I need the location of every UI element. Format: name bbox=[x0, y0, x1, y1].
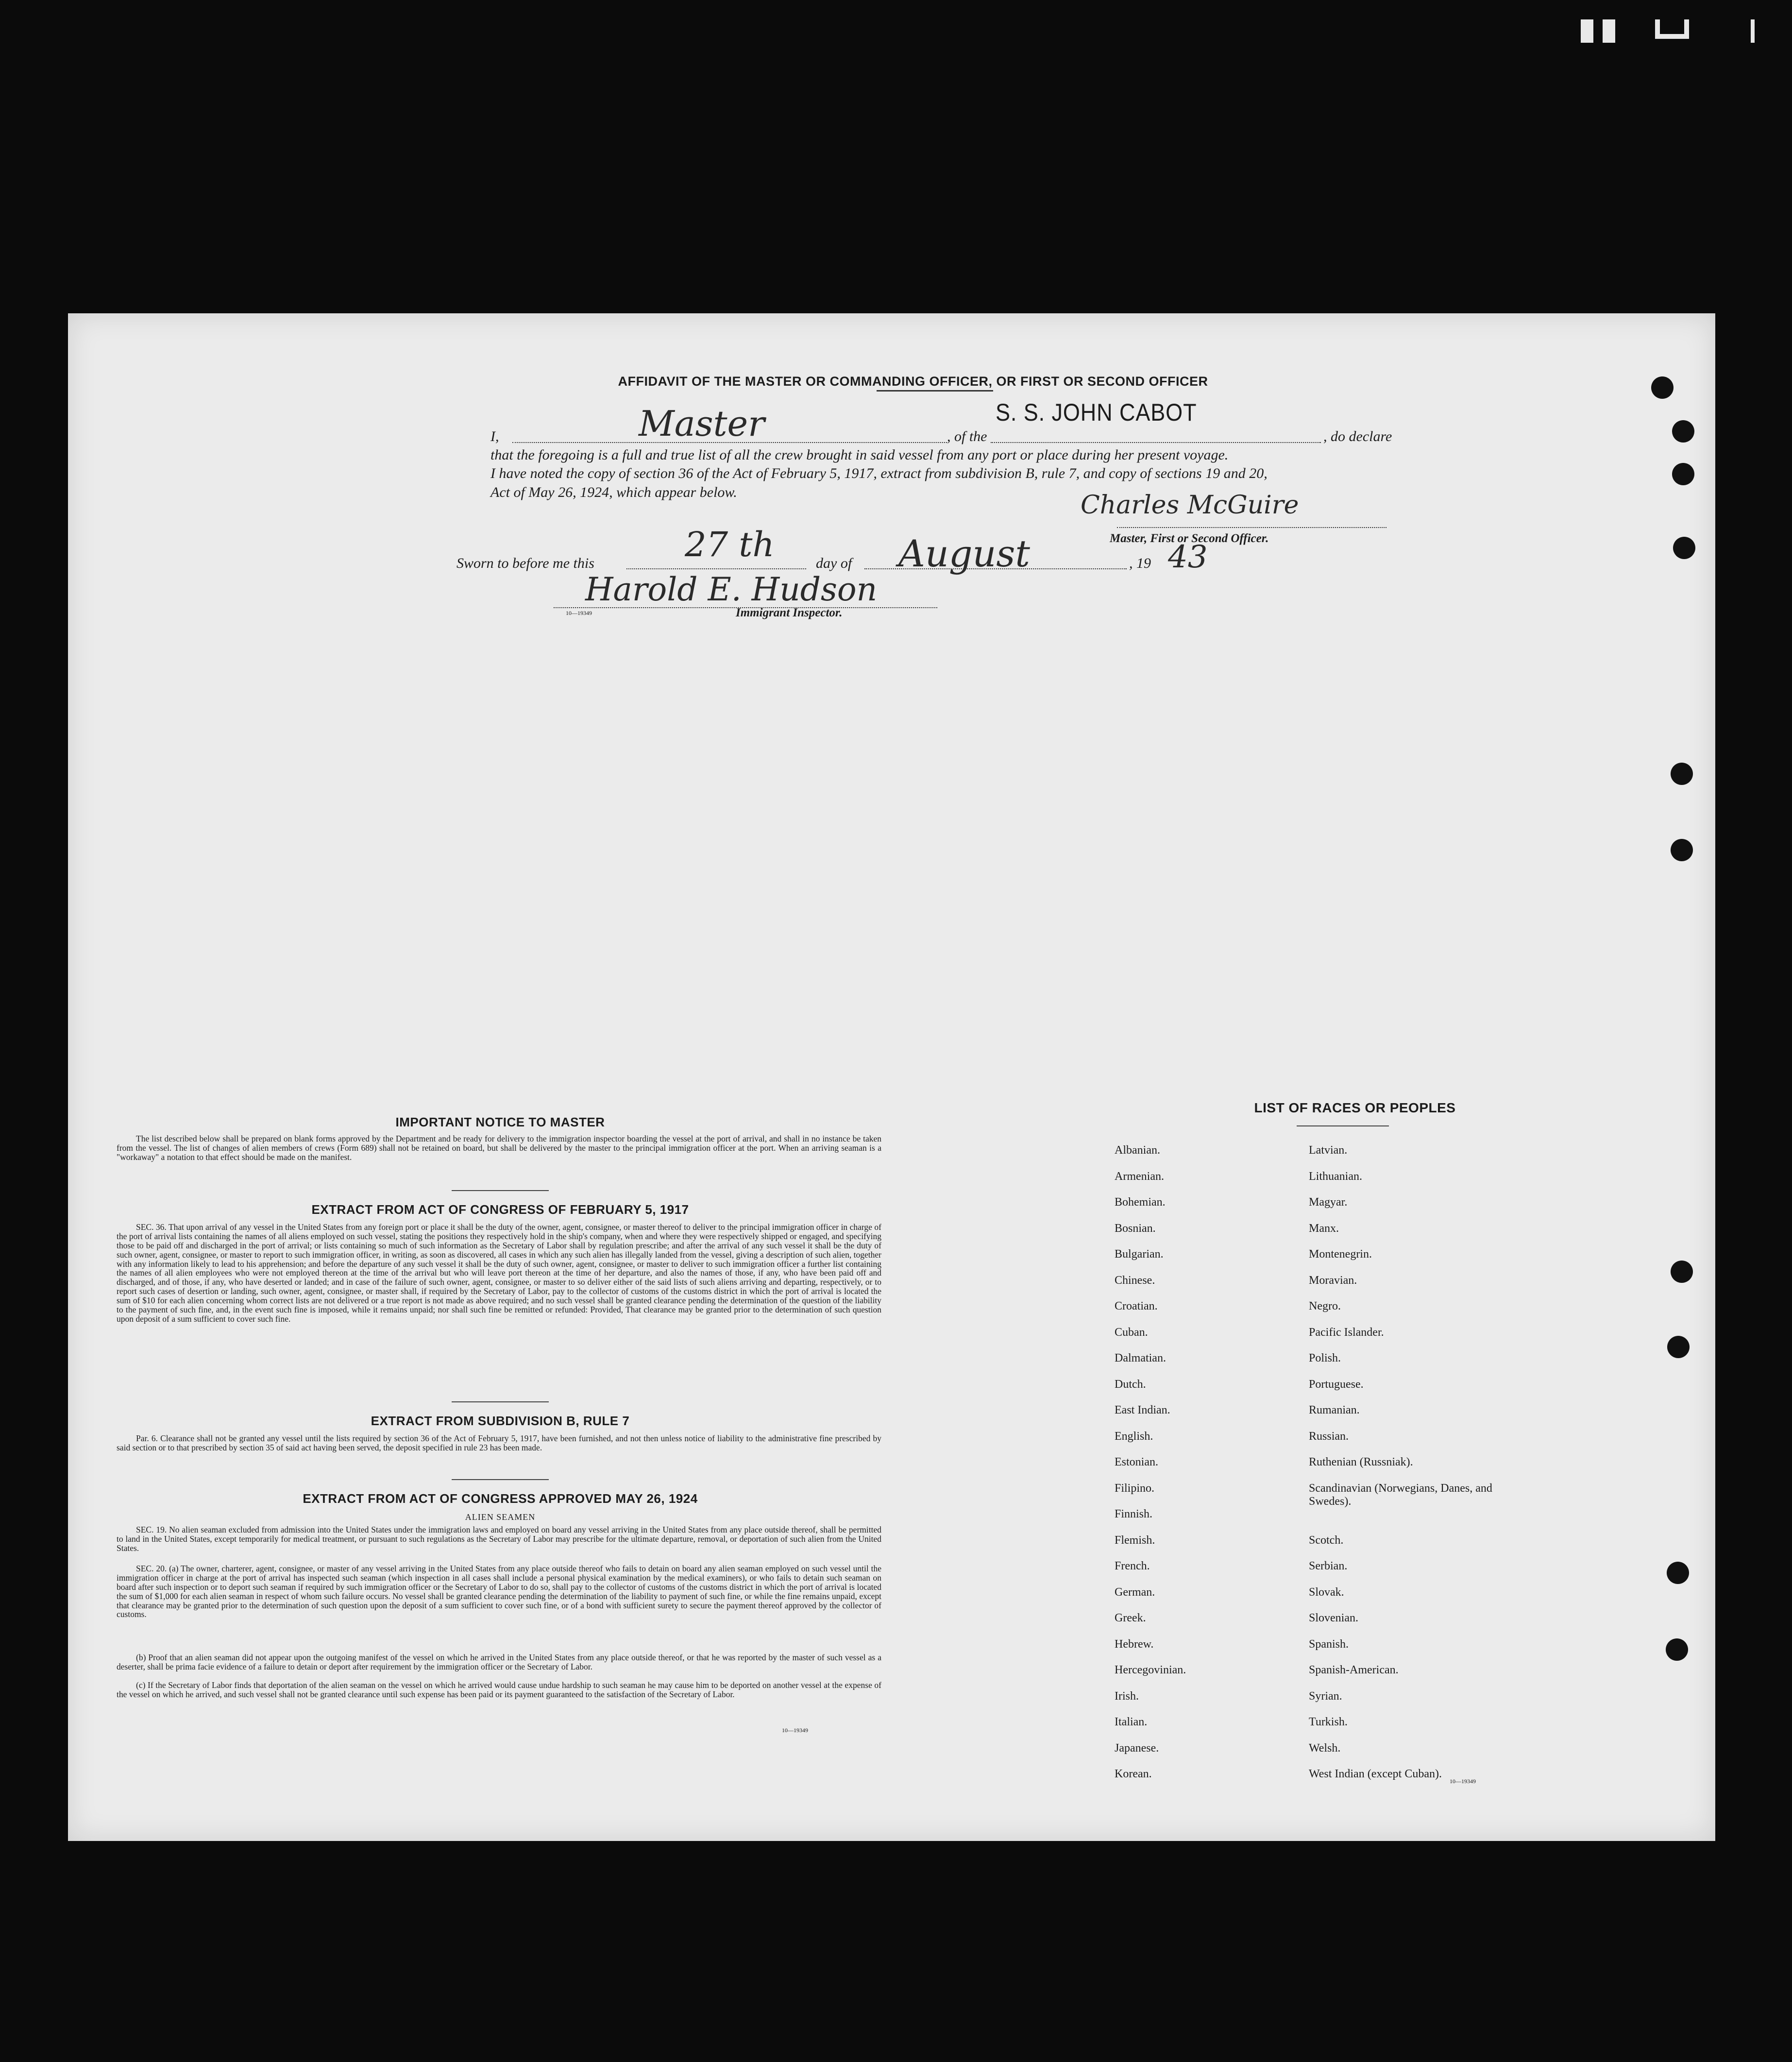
divider bbox=[1297, 1125, 1389, 1126]
notice-heading: IMPORTANT NOTICE TO MASTER bbox=[395, 1115, 605, 1129]
film-edge-mark bbox=[1751, 19, 1755, 43]
race-item: Filipino. bbox=[1115, 1482, 1155, 1495]
film-edge-mark bbox=[1581, 19, 1593, 43]
ship-name: S. S. JOHN CABOT bbox=[996, 399, 1197, 426]
sworn-dayof: day of bbox=[816, 555, 852, 571]
section-20a-text: SEC. 20. (a) The owner, charterer, agent, consignee, or master of any vessel arriving in the United States from any place outside thereof who fails to detain on board any alien seaman employed on such vessel until the immigration officer in charge at the port of arrival has inspected such seaman (which inspection in all cases shall include a personal physical examination by the medical examiners), or who fails to detain such seaman on board after such inspection or to deport such seaman if required by such immigration officer or the Secretary of Labor to do so, shall pay to the collector of customs of the customs district in which the port of arrival is located the sum of $1,000 for each alien seaman in respect of whom such failure occurs. No vessel shall be granted clearance pending the determination of the liability to payment of such fine, or while the fine remains unpaid, except that clearance may be granted prior to the determination of such question upon the deposit of a sum sufficient to cover such fine, or of a bond with sufficient surety to secure the payment thereof approved by the collector of customs. bbox=[117, 1564, 881, 1619]
form-number: 10—19349 bbox=[566, 610, 592, 616]
section-20c-text: (c) If the Secretary of Labor finds that deportation of the alien seaman on the vessel on which he arrived would cause undue hardship to such seaman he may cause him to be deported on another vessel at the expense of the vessel on which he arrived, and such vessel shall not be granted clearance until such expense has been paid or its payment guaranteed to the satisfaction of the Secretary of Labor. bbox=[117, 1680, 881, 1699]
extract-1917-heading: EXTRACT FROM ACT OF CONGRESS OF FEBRUARY 5, 1917 bbox=[311, 1202, 689, 1217]
extract-1924-heading: EXTRACT FROM ACT OF CONGRESS APPROVED MAY 26, 1924 bbox=[303, 1491, 698, 1506]
race-item: Dutch. bbox=[1115, 1378, 1146, 1391]
form-number: 10—19349 bbox=[782, 1727, 808, 1734]
race-item: Bulgarian. bbox=[1115, 1248, 1164, 1261]
race-item: French. bbox=[1115, 1560, 1150, 1572]
signature-line bbox=[1117, 527, 1386, 528]
race-item: Finnish. bbox=[1115, 1508, 1153, 1520]
declaration-line: I have noted the copy of section 36 of the Act of February 5, 1917, extract from subdivision B, rule 7, and copy of sections 19 and 20, bbox=[490, 465, 1268, 481]
handwritten-master: Master bbox=[639, 403, 765, 444]
race-item: Moravian. bbox=[1309, 1274, 1357, 1287]
race-item: Negro. bbox=[1309, 1300, 1341, 1312]
section-20b-text: (b) Proof that an alien seaman did not appear upon the outgoing manifest of the vessel on which he arrived in the United States from any place outside thereof, or that he was reported by the master of such vessel as a deserter, shall be prima facie evidence of a failure to detain or deport after requirement by the immigration officer or the Secretary of Labor. bbox=[117, 1653, 881, 1671]
race-item: Spanish-American. bbox=[1309, 1664, 1399, 1676]
race-item: Flemish. bbox=[1115, 1534, 1155, 1547]
blank-line bbox=[991, 442, 1321, 443]
race-item: Hebrew. bbox=[1115, 1637, 1154, 1651]
punch-hole bbox=[1671, 1261, 1693, 1283]
master-signature: Charles McGuire bbox=[1081, 491, 1299, 520]
race-item: Chinese. bbox=[1115, 1274, 1155, 1287]
divider bbox=[452, 1401, 549, 1402]
race-item: Albanian. bbox=[1115, 1144, 1160, 1157]
race-item: Rumanian. bbox=[1309, 1404, 1360, 1416]
race-item: Serbian. bbox=[1309, 1560, 1348, 1572]
sworn-year-prefix: , 19 bbox=[1129, 555, 1151, 571]
document-page bbox=[68, 313, 1715, 1841]
inspector-signature: Harold E. Hudson bbox=[585, 571, 878, 608]
race-item: Magyar. bbox=[1309, 1196, 1348, 1209]
affidavit-title: AFFIDAVIT OF THE MASTER OR COMMANDING OFFICER, OR FIRST OR SECOND OFFICER bbox=[618, 374, 1208, 389]
divider bbox=[452, 1479, 549, 1480]
section-19-text: SEC. 19. No alien seaman excluded from admission into the United States under the immigration laws and employed on board any vessel arriving in the United States from any place outside thereof, shall be permitted to land in the United States, except temporarily for medical treatment, or pursuant to such regulations as the Secretary of Labor may prescribe for the ultimate departure, removal, or deportation of such alien from the United States. bbox=[117, 1525, 881, 1553]
race-item: Pacific Islander. bbox=[1309, 1326, 1384, 1339]
race-item: Welsh. bbox=[1309, 1741, 1341, 1755]
sworn-year: 43 bbox=[1168, 539, 1208, 575]
rule-7-heading: EXTRACT FROM SUBDIVISION B, RULE 7 bbox=[371, 1414, 630, 1428]
film-edge-mark bbox=[1603, 19, 1615, 43]
race-item: Bohemian. bbox=[1115, 1196, 1166, 1209]
races-heading: LIST OF RACES OR PEOPLES bbox=[1254, 1100, 1456, 1115]
sworn-month: August bbox=[898, 532, 1030, 575]
extract-1917-text: SEC. 36. That upon arrival of any vessel in the United States from any foreign port or place it shall be the duty of the owner, agent, consignee, or master thereof to deliver to the principal immigration officer in charge of the port of arrival lists containing the names of all aliens employed on such vessel, stating the positions they respectively hold in the ship's company, when and where they were respectively shipped or engaged, and specifying those to be paid off and discharged in the port of arrival; or lists containing so much of such information as the Secretary of Labor shall by regulation prescribe; and after the arrival of any such vessel it shall be the duty of such owner, agent, consignee, or master to report to such immigration officer, in writing, as soon as discovered, all cases in which any such alien has illegally landed from the vessel, giving a description of such alien, together with any information likely to lead to his apprehension; and before the departure of any such vessel it shall be the duty of such owner, agent, consignee, or master to deliver to such immigration officer a further list containing the names of all alien employees who were not employed thereon at the time of the arrival but who will leave port thereon at the time of her departure, and also the names of those, if any, who have been paid off and discharged, and of those, if any, who have deserted or landed; and in case of the failure of such owner, agent, consignee, or master to so deliver either of the said lists of such aliens arriving and departing, respectively, or to report such cases of desertion or landing, such owner, agent, consignee, or master shall, if required by the Secretary of Labor, pay to the collector of customs of the customs district in which the port of arrival is located the sum of $10 for each alien concerning whom correct lists are not delivered or a true report is not made as above required; and no such vessel shall be granted clearance pending the determination of the question of the liability to the payment of such fine, and, in the event such fine is imposed, while it remains unpaid; nor shall such fine be remitted or refunded: Provided, That clearance may be granted prior to the determination of such question upon deposit of a sum sufficient to cover such fine. bbox=[117, 1222, 881, 1324]
divider bbox=[877, 390, 993, 392]
race-item: Scandinavian (Norwegians, Danes, and Swedes). bbox=[1309, 1482, 1492, 1508]
race-item: Latvian. bbox=[1309, 1144, 1348, 1157]
race-item: West Indian (except Cuban). bbox=[1309, 1768, 1442, 1780]
signature-caption: Master, First or Second Officer. bbox=[1110, 532, 1269, 545]
race-item: Lithuanian. bbox=[1309, 1170, 1362, 1183]
race-item: Ruthenian (Russniak). bbox=[1309, 1456, 1413, 1468]
race-item: Hercegovinian. bbox=[1115, 1664, 1186, 1676]
race-item: Scotch. bbox=[1309, 1534, 1344, 1547]
punch-hole bbox=[1672, 420, 1694, 443]
race-item: Estonian. bbox=[1115, 1456, 1158, 1468]
punch-hole bbox=[1671, 763, 1693, 785]
rule-7-text: Par. 6. Clearance shall not be granted any vessel until the lists required by section 36 of the Act of February 5, 1917, have been furnished, and not then unless notice of liability to the administrative fine prescribed by said section or to that prescribed by section 35 of said act having been served, the deposit specified in rule 23 has been made. bbox=[117, 1433, 881, 1452]
blank-line bbox=[626, 568, 806, 569]
declaration-line: that the foregoing is a full and true list of all the crew brought in said vessel from any port or place during her present voyage. bbox=[490, 447, 1229, 463]
race-item: Slovenian. bbox=[1309, 1612, 1358, 1624]
punch-hole bbox=[1667, 1336, 1690, 1358]
punch-hole bbox=[1673, 537, 1695, 559]
declaration-suffix: , do declare bbox=[1323, 428, 1392, 444]
race-item: Croatian. bbox=[1115, 1300, 1158, 1312]
punch-hole bbox=[1672, 463, 1694, 485]
race-item: Italian. bbox=[1115, 1716, 1148, 1728]
race-item: Bosnian. bbox=[1115, 1222, 1156, 1235]
race-item: Montenegrin. bbox=[1309, 1248, 1372, 1261]
punch-hole bbox=[1666, 1638, 1688, 1661]
notice-text: The list described below shall be prepared on blank forms approved by the Department and be ready for delivery to the immigration inspector boarding the vessel at the port of arrival, and shall in no instance be taken from the vessel. The list of changes of alien members of crews (Form 689) shall not be retained on board, but shall be delivered by the master to the principal immigration officer at the port. When an arriving seaman is a "workaway" a notation to that effect should be made on the manifest. bbox=[117, 1134, 881, 1162]
race-item: Russian. bbox=[1309, 1430, 1349, 1443]
race-item: Greek. bbox=[1115, 1612, 1146, 1624]
race-item: Manx. bbox=[1309, 1222, 1339, 1235]
race-item: English. bbox=[1115, 1430, 1153, 1443]
race-item: Armenian. bbox=[1115, 1170, 1164, 1183]
inspector-caption: Immigrant Inspector. bbox=[736, 606, 843, 619]
race-item: Japanese. bbox=[1115, 1741, 1159, 1755]
race-item: East Indian. bbox=[1115, 1404, 1170, 1416]
race-item: Cuban. bbox=[1115, 1326, 1148, 1339]
film-edge-mark bbox=[1655, 19, 1689, 39]
punch-hole bbox=[1651, 376, 1674, 399]
race-item: Slovak. bbox=[1309, 1585, 1344, 1599]
punch-hole bbox=[1671, 839, 1693, 861]
race-item: Portuguese. bbox=[1309, 1378, 1364, 1391]
sworn-day: 27 th bbox=[685, 525, 775, 564]
race-item: Spanish. bbox=[1309, 1637, 1349, 1651]
divider bbox=[452, 1190, 549, 1191]
form-number: 10—19349 bbox=[1450, 1778, 1476, 1785]
race-item: Dalmatian. bbox=[1115, 1352, 1166, 1364]
declaration-prefix: I, bbox=[490, 428, 499, 444]
sworn-prefix: Sworn to before me this bbox=[456, 555, 594, 571]
extract-1924-subheading: ALIEN SEAMEN bbox=[465, 1512, 536, 1522]
race-item: Syrian. bbox=[1309, 1689, 1342, 1703]
race-item: German. bbox=[1115, 1585, 1155, 1599]
race-item: Irish. bbox=[1115, 1689, 1139, 1703]
declaration-mid: , of the bbox=[947, 428, 987, 444]
punch-hole bbox=[1667, 1562, 1689, 1584]
race-item: Turkish. bbox=[1309, 1716, 1348, 1728]
race-item: Korean. bbox=[1115, 1768, 1152, 1780]
race-item: Polish. bbox=[1309, 1352, 1341, 1364]
declaration-line: Act of May 26, 1924, which appear below. bbox=[490, 484, 737, 500]
